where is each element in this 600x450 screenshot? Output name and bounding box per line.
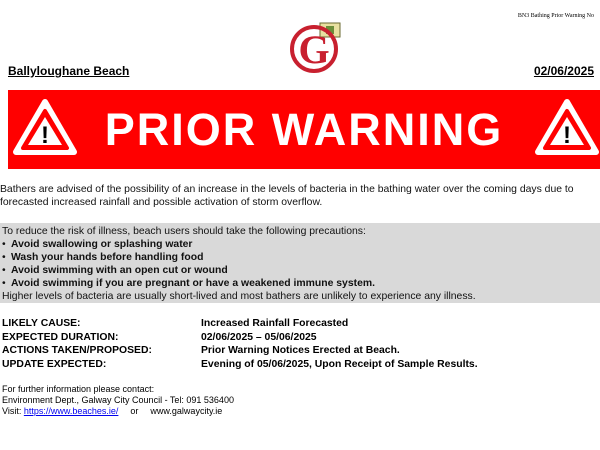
detail-label: ACTIONS TAKEN/PROPOSED: — [2, 345, 152, 356]
precautions-list — [2, 238, 600, 290]
detail-value: Prior Warning Notices Erected at Beach. — [201, 345, 400, 356]
detail-row — [2, 358, 478, 372]
svg-text:!: ! — [41, 122, 49, 149]
list-item: • Avoid swimming with an open cut or wound — [2, 264, 600, 277]
detail-label: EXPECTED DURATION: — [2, 331, 119, 343]
warning-triangle-icon — [12, 98, 78, 158]
contact-lead: For further information please contact: — [2, 384, 155, 394]
detail-value: 02/06/2025 – 05/06/2025 — [201, 331, 317, 343]
precautions-lead: To reduce the risk of illness, beach users should take the following precautions: — [2, 226, 366, 237]
precautions-box — [0, 223, 600, 303]
list-item: • Avoid swimming if you are pregnant or have a weakened immune system. — [2, 277, 600, 290]
detail-row — [2, 344, 478, 358]
detail-label: LIKELY CAUSE: — [2, 318, 81, 329]
detail-row — [2, 317, 478, 331]
precautions-footer: Higher levels of bacteria are usually short-lived and most bathers are unlikely to experience any illness. — [2, 291, 476, 302]
contact-links — [2, 406, 234, 417]
contact-section — [2, 384, 234, 417]
detail-label: UPDATE EXPECTED: — [2, 358, 107, 370]
warning-triangle-icon — [534, 98, 600, 158]
document-reference: BN3 Bathing Prior Warning No — [517, 13, 594, 19]
svg-text:G: G — [298, 27, 330, 72]
or-text: or — [130, 406, 139, 416]
notice-date: 02/06/2025 — [533, 64, 594, 78]
detail-row — [2, 331, 478, 345]
advisory-paragraph: Bathers are advised of the possibility of an increase in the levels of bacteria in the bathing water over the coming days due to forecasted increased rainfall and possible activation of storm overflow. — [0, 184, 574, 208]
list-item: • Avoid swallowing or splashing water — [2, 238, 600, 251]
list-item: • Wash your hands before handling food — [2, 251, 600, 264]
prior-warning-banner — [8, 90, 600, 169]
visit-label: Visit: — [2, 406, 24, 416]
detail-value: Increased Rainfall Forecasted — [201, 318, 349, 329]
beach-name: Ballyloughane Beach — [8, 64, 130, 78]
notice-details — [2, 317, 478, 371]
contact-department: Environment Dept., Galway City Council - Tel: 091 536400 — [2, 395, 234, 405]
banner-title: PRIOR WARNING — [104, 104, 504, 155]
detail-value: Evening of 05/06/2025, Upon Receipt of Sample Results. — [201, 358, 478, 370]
galwaycity-link[interactable]: www.galwaycity.ie — [150, 406, 223, 416]
svg-text:!: ! — [563, 122, 571, 149]
beaches-link[interactable]: https://www.beaches.ie/ — [23, 406, 119, 416]
galway-city-council-logo — [290, 21, 344, 73]
